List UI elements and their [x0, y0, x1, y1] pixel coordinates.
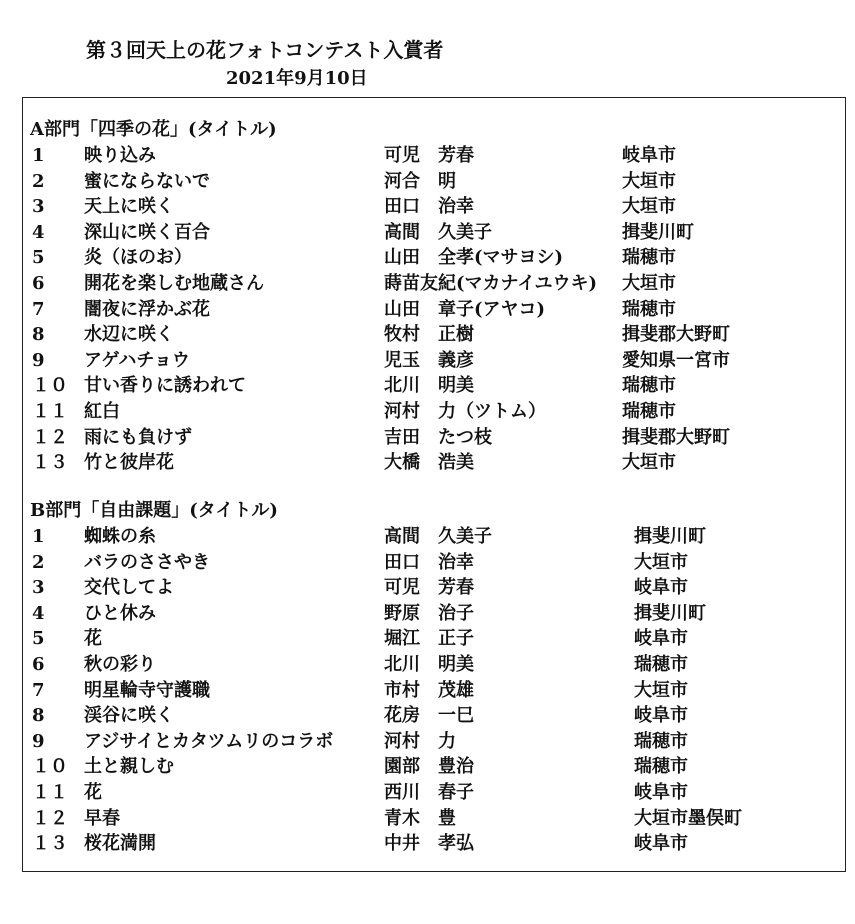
entry-row — [30, 550, 840, 576]
entry-photographer: 可児 芳春 — [384, 577, 474, 599]
entry-photographer: 堀江 正子 — [384, 628, 474, 650]
entry-title: 天上に咲く — [84, 196, 174, 218]
entry-number: 2 — [32, 551, 45, 573]
section-b — [30, 498, 840, 857]
entry-photographer: 青木 豊 — [384, 807, 456, 829]
entry-city: 大垣市 — [622, 170, 676, 192]
entry-row — [30, 450, 840, 476]
entry-row — [30, 780, 840, 806]
entry-city: 愛知県一宮市 — [622, 349, 730, 371]
entry-title: 渓谷に咲く — [84, 705, 174, 727]
entry-photographer: 河村 力（ツトム） — [384, 400, 546, 422]
entry-number: 3 — [32, 196, 45, 218]
entry-number: １２ — [32, 426, 68, 448]
entry-city: 大垣市 — [634, 679, 688, 701]
entry-number: 9 — [32, 730, 45, 752]
entry-photographer: 可児 芳春 — [384, 145, 474, 166]
entry-number: 6 — [32, 272, 45, 294]
entry-row — [30, 754, 840, 780]
entry-title: 花 — [84, 781, 102, 803]
document-title: 第３回天上の花フォトコンテスト入賞者 — [86, 38, 444, 62]
entry-row — [30, 297, 840, 323]
entry-photographer: 北川 明美 — [384, 375, 474, 397]
entry-city: 瑞穂市 — [634, 730, 688, 752]
entry-row — [30, 220, 840, 246]
entry-title: 竹と彼岸花 — [84, 452, 174, 474]
entry-row — [30, 575, 840, 601]
entry-photographer: 野原 治子 — [384, 602, 474, 624]
entry-row — [30, 524, 840, 550]
entry-title: 秋の彩り — [84, 653, 156, 675]
entry-city: 大垣市 — [634, 551, 688, 573]
entry-city: 瑞穂市 — [622, 298, 676, 320]
entry-city: 岐阜市 — [634, 705, 688, 727]
entry-title: 早春 — [84, 807, 120, 829]
entry-photographer: 花房 一巳 — [384, 705, 474, 727]
entry-row — [30, 831, 840, 857]
entry-number: 5 — [32, 628, 45, 650]
entry-number: 7 — [32, 298, 45, 320]
entry-city: 揖斐川町 — [634, 602, 706, 624]
entry-city: 瑞穂市 — [622, 247, 676, 269]
entry-number: １２ — [32, 807, 68, 829]
entry-number: 4 — [32, 221, 45, 243]
section-a-title: A部門「四季の花」(タイトル) — [30, 119, 277, 140]
entry-number: 8 — [32, 705, 45, 727]
entry-city: 瑞穂市 — [622, 400, 676, 422]
entry-photographer: 河村 力 — [384, 730, 456, 752]
entry-title: バラのささやき — [84, 551, 210, 573]
entry-city: 岐阜市 — [634, 577, 688, 599]
entry-title: 明星輪寺守護職 — [84, 679, 210, 701]
entry-number: １０ — [32, 375, 68, 397]
entry-title: 甘い香りに誘われて — [84, 375, 246, 397]
entry-row — [30, 245, 840, 271]
entry-title: 炎（ほのお） — [84, 247, 192, 269]
entry-title: 映り込み — [84, 145, 156, 166]
entry-title: 蜜にならないで — [84, 170, 210, 192]
entry-number: 1 — [32, 526, 45, 547]
entry-row — [30, 399, 840, 425]
entry-title: ひと休み — [84, 602, 156, 624]
entry-city: 揖斐郡大野町 — [622, 324, 730, 346]
entry-row — [30, 652, 840, 678]
section-b-rows — [30, 524, 840, 857]
entry-row — [30, 143, 840, 169]
entry-title: 花 — [84, 628, 102, 650]
entry-title: 蜘蛛の糸 — [84, 526, 156, 547]
entry-city: 大垣市墨俣町 — [634, 807, 742, 829]
section-b-title: B部門「自由課題」(タイトル) — [30, 500, 278, 521]
section-a-rows — [30, 143, 840, 476]
entry-title: 桜花満開 — [84, 833, 156, 855]
entry-photographer: 園部 豊治 — [384, 756, 474, 778]
entry-title: 深山に咲く百合 — [84, 221, 210, 243]
entry-photographer: 山田 章子(アヤコ) — [384, 298, 546, 320]
entry-title: 交代してよ — [84, 577, 174, 599]
entry-number: 5 — [32, 247, 45, 269]
entry-city: 瑞穂市 — [622, 375, 676, 397]
entry-row — [30, 348, 840, 374]
entry-title: 開花を楽しむ地蔵さん — [84, 272, 264, 294]
entry-photographer: 中井 孝弘 — [384, 833, 474, 855]
entry-number: １０ — [32, 756, 68, 778]
entry-number: 7 — [32, 679, 45, 701]
entry-row — [30, 425, 840, 451]
entry-title: アゲハチョウ — [84, 349, 190, 371]
entry-city: 揖斐郡大野町 — [622, 426, 730, 448]
entry-city: 揖斐川町 — [622, 221, 694, 243]
entry-number: 8 — [32, 324, 45, 346]
entry-title: 紅白 — [84, 400, 120, 422]
entry-photographer: 市村 茂雄 — [384, 679, 474, 701]
entry-number: １３ — [32, 452, 68, 474]
entry-photographer: 西川 春子 — [384, 781, 474, 803]
entry-row — [30, 322, 840, 348]
entry-photographer: 蒔苗友紀(マカナイユウキ) — [384, 272, 598, 294]
entry-number: １１ — [32, 400, 68, 422]
section-a — [30, 117, 840, 476]
entry-number: 1 — [32, 145, 45, 166]
entry-photographer: 大橋 浩美 — [384, 452, 474, 474]
entry-city: 揖斐川町 — [634, 526, 706, 547]
entry-photographer: 北川 明美 — [384, 653, 474, 675]
entry-photographer: 田口 治幸 — [384, 551, 474, 573]
entry-city: 岐阜市 — [622, 145, 676, 166]
entry-number: １３ — [32, 833, 68, 855]
entry-number: 9 — [32, 349, 45, 371]
entry-city: 瑞穂市 — [634, 756, 688, 778]
entry-number: 3 — [32, 577, 45, 599]
entry-row — [30, 373, 840, 399]
entry-number: 2 — [32, 170, 45, 192]
entry-city: 大垣市 — [622, 452, 676, 474]
entry-row — [30, 806, 840, 832]
entry-row — [30, 703, 840, 729]
entry-photographer: 高間 久美子 — [384, 526, 492, 547]
entry-photographer: 田口 治幸 — [384, 196, 474, 218]
entry-city: 岐阜市 — [634, 781, 688, 803]
entry-title: 闇夜に浮かぶ花 — [84, 298, 210, 320]
entry-photographer: 吉田 たつ枝 — [384, 426, 492, 448]
entry-row — [30, 194, 840, 220]
entry-photographer: 児玉 義彦 — [384, 349, 474, 371]
entry-city: 岐阜市 — [634, 628, 688, 650]
entry-photographer: 山田 全孝(マサヨシ) — [384, 247, 564, 269]
entry-row — [30, 169, 840, 195]
entry-row — [30, 626, 840, 652]
entry-number: 4 — [32, 602, 45, 624]
entry-photographer: 高間 久美子 — [384, 221, 492, 243]
entry-city: 大垣市 — [622, 196, 676, 218]
entry-city: 岐阜市 — [634, 833, 688, 855]
entry-number: 6 — [32, 653, 45, 675]
document-date: 2021年9月10日 — [226, 68, 368, 89]
entry-row — [30, 601, 840, 627]
entry-number: １１ — [32, 781, 68, 803]
entry-title: 土と親しむ — [84, 756, 174, 778]
entry-row — [30, 678, 840, 704]
entry-row — [30, 729, 840, 755]
entry-title: アジサイとカタツムリのコラボ — [84, 730, 334, 752]
entry-city: 瑞穂市 — [634, 653, 688, 675]
entry-row — [30, 271, 840, 297]
entry-title: 水辺に咲く — [84, 324, 174, 346]
entry-city: 大垣市 — [622, 272, 676, 294]
entry-photographer: 牧村 正樹 — [384, 324, 474, 346]
entry-photographer: 河合 明 — [384, 170, 456, 192]
entry-title: 雨にも負けず — [84, 426, 192, 448]
